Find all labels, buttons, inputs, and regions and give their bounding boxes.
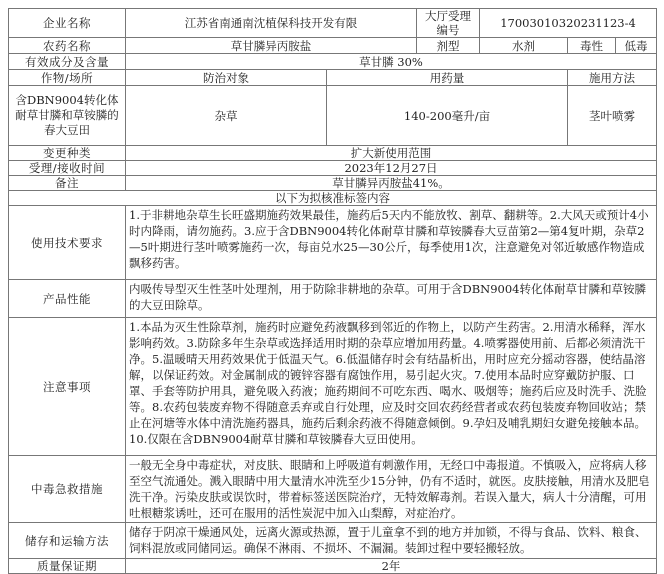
change-type-label: 变更种类 (9, 146, 126, 161)
pesticide-name-label: 农药名称 (9, 38, 126, 54)
accept-date-value: 2023年12月27日 (126, 161, 657, 176)
remark-value: 草甘膦异丙胺盐41%。 (126, 176, 657, 191)
accept-date-label: 受理/接收时间 (9, 161, 126, 176)
dosage-value: 140-200毫升/亩 (327, 86, 568, 146)
crop-value: 含DBN9004转化体耐草甘膦和草铵膦的春大豆田 (9, 86, 126, 146)
dosage-header: 用药量 (327, 70, 568, 86)
performance-label: 产品性能 (9, 280, 126, 318)
hall-number-value: 17003010320231123-4 (480, 9, 657, 38)
remark-label: 备注 (9, 176, 126, 191)
target-value: 杂草 (126, 86, 327, 146)
pesticide-name-value: 草甘膦异丙胺盐 (126, 38, 417, 54)
formulation-value: 水剂 (480, 38, 568, 54)
toxicity-value: 低毒 (616, 38, 657, 54)
performance-text: 内吸传导型灭生性茎叶处理剂，用于防除非耕地的杂草。可用于含DBN9004转化体耐草甘膦和草铵膦的大豆田除草。 (126, 280, 657, 318)
toxicity-label: 毒性 (568, 38, 616, 54)
enterprise-label: 企业名称 (9, 9, 126, 38)
firstaid-label: 中毒急救措施 (9, 456, 126, 523)
ingredient-value: 草甘膦 30% (126, 54, 657, 70)
warranty-value: 2年 (126, 559, 657, 574)
caution-text: 1.本品为灭生性除草剂，施药时应避免药液飘移到邻近的作物上，以防产生药害。2.用清水稀释，浑水影响药效。3.防除多年生杂草或选择适用时期的杂草应增加用药量。4.喷雾器使用前、后都必须清洗干净。5.温暖晴天用药效果优于低温天气。6.低温储存时会有结晶析出，用时应充分摇动容器，使结晶溶解，以保证药效。对金属制成的镀锌容器有腐蚀作用，易引起火灾。7.使用本品时应穿戴防护服、口罩、手套等防护用具，避免吸入药液；施药期间不可吃东西、喝水、吸烟等；施药后应及时洗手、洗脸等。8.农药包装废弃物不得随意丢弃或自行处理，应及时交回农药经营者或农药包装废弃物回收站；禁止在河塘等水体中清洗施药器具，施药后剩余药液不得随意倾倒。9.孕妇及哺乳期妇女避免接触本品。10.仅限在含DBN9004耐草甘膦和草铵膦春大豆田使用。 (126, 318, 657, 456)
ingredient-label: 有效成分及含量 (9, 54, 126, 70)
usage-text: 1.于非耕地杂草生长旺盛期施药效果最佳，施药后5天内不能放牧、割草、翻耕等。2.大风天或预计4小时内降雨，请勿施药。3.应于含DBN9004转化体耐草甘膦和草铵膦春大豆苗第2—第4复叶期，杂草2—5叶期进行茎叶喷雾施药一次，每亩兑水25—30公斤，每季使用1次，注意避免对邻近敏感作物造成飘移药害。 (126, 206, 657, 280)
warranty-label: 质量保证期 (9, 559, 126, 574)
formulation-label: 剂型 (417, 38, 480, 54)
hall-number-label: 大厅受理编号 (417, 9, 480, 38)
enterprise-value: 江苏省南通南沈植保科技开发有限 (126, 9, 417, 38)
firstaid-text: 一般无全身中毒症状，对皮肤、眼睛和上呼吸道有刺激作用，无经口中毒报道。不慎吸入，应将病人移至空气流通处。溅入眼睛中用大量清水冲洗至少15分钟，仍有不适时，就医。皮肤接触，用清水及肥皂洗干净。污染皮肤或误饮时，带着标签送医院治疗，无特效解毒剂。若误入量大，病人十分清醒，可用吐根糖浆诱吐，还可在服用的活性炭泥中加入山梨醇，对症治疗。 (126, 456, 657, 523)
registration-table (8, 8, 657, 574)
crop-header: 作物/场所 (9, 70, 126, 86)
storage-text: 储存于阴凉干燥通风处，远离火源或热源，置于儿童拿不到的地方并加锁，不得与食品、饮料、粮食、饲料混放或同储同运。确保不淋雨、不损坏、不漏漏。装卸过程中要轻搬轻放。 (126, 523, 657, 559)
method-header: 施用方法 (568, 70, 657, 86)
method-value: 茎叶喷雾 (568, 86, 657, 146)
section-title: 以下为拟核准标签内容 (9, 191, 657, 206)
change-type-value: 扩大新使用范围 (126, 146, 657, 161)
storage-label: 储存和运输方法 (9, 523, 126, 559)
target-header: 防治对象 (126, 70, 327, 86)
caution-label: 注意事项 (9, 318, 126, 456)
usage-label: 使用技术要求 (9, 206, 126, 280)
